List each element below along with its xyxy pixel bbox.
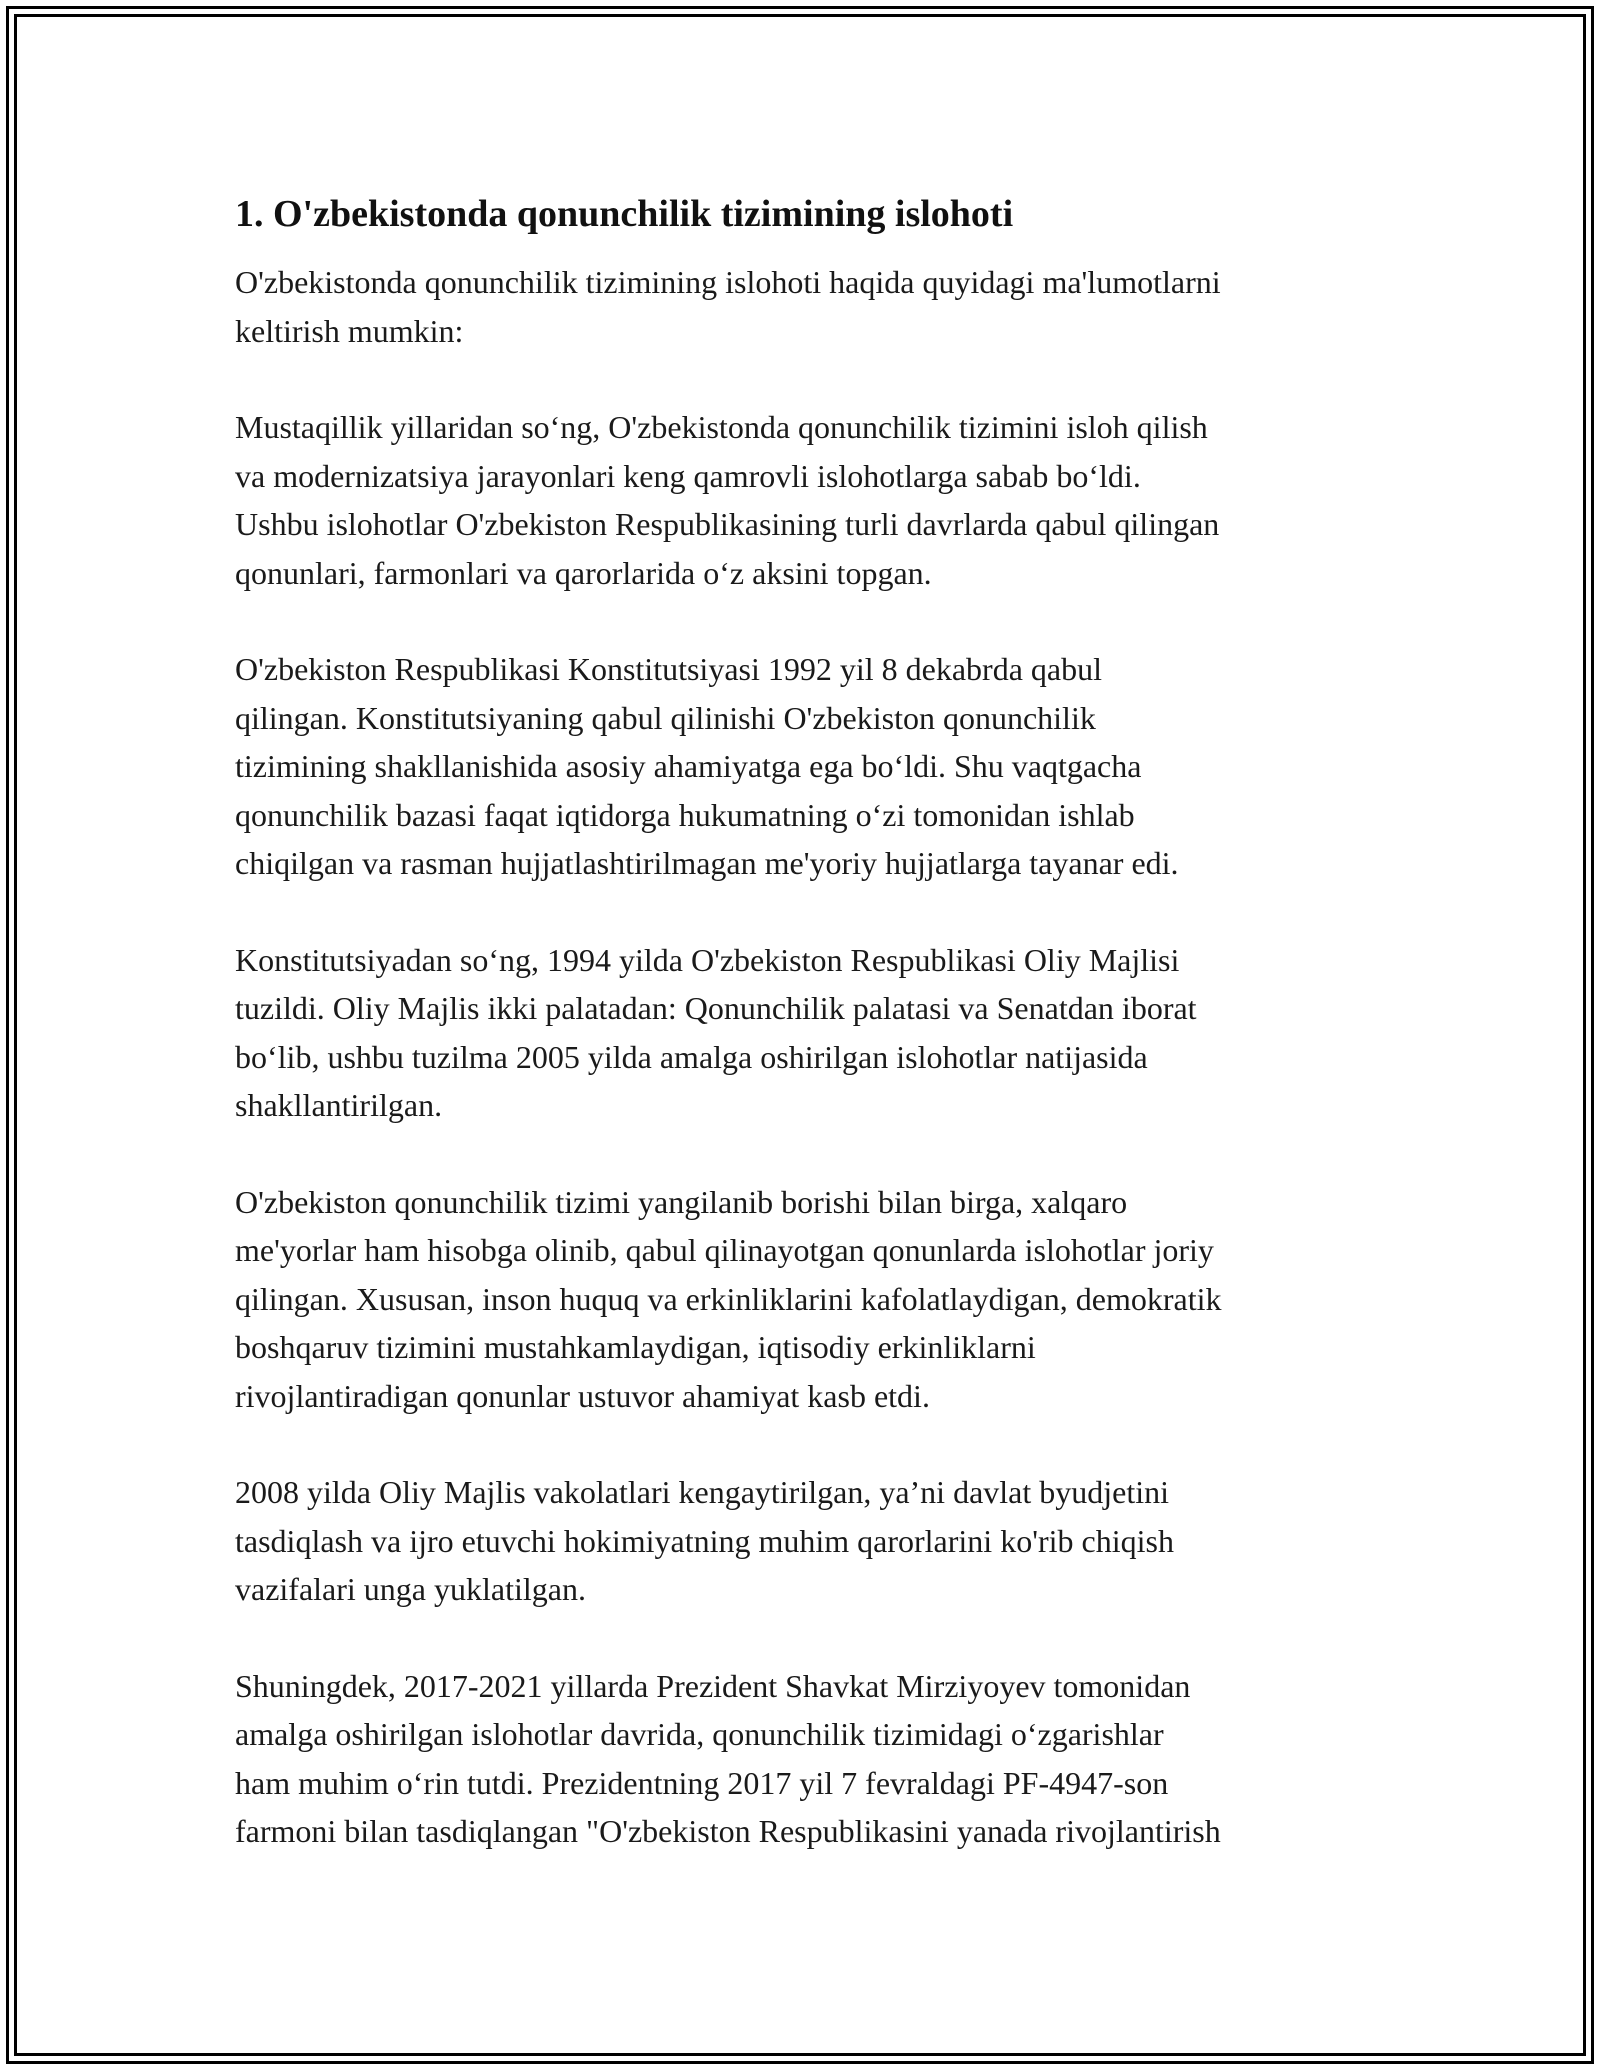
text-line: Mustaqillik yillaridan so‘ng, O'zbekistonda qonunchilik tizimini isloh qilish [235,409,1208,445]
text-line: qonunchilik bazasi faqat iqtidorga hukumatning o‘zi tomonidan ishlab [235,796,1135,833]
text-line: qonunlari, farmonlari va qarorlarida o‘z aksini topgan. [235,554,932,591]
text-line: rivojlantiradigan qonunlar ustuvor ahamiyat kasb etdi. [235,1377,930,1414]
text-line: qilingan. Xususan, inson huquq va erkinliklarini kafolatlaydigan, demokratik [235,1280,1222,1317]
paragraph [235,645,1385,888]
section-heading: 1. O'zbekistonda qonunchilik tizimining islohoti [235,193,1014,235]
text-line: vazifalari unga yuklatilgan. [235,1571,586,1607]
text-line: shakllantirilgan. [235,1087,443,1123]
text-line: boshqaruv tizimini mustahkamlaydigan, iqtisodiy erkinliklarni [235,1329,1036,1365]
paragraph [235,1178,1385,1421]
paragraph [235,403,1385,597]
text-line: O'zbekiston Respublikasi Konstitutsiyasi 1992 yil 8 dekabrda qabul [235,651,1102,687]
text-line: Shuningdek, 2017-2021 yillarda Prezident Shavkat Mirziyoyev tomonidan [235,1667,1191,1704]
paragraph [235,1468,1385,1614]
text-line: Konstitutsiyadan so‘ng, 1994 yilda O'zbekiston Respublikasi Oliy Majlisi [235,941,1180,978]
text-line: tasdiqlash va ijro etuvchi hokimiyatning muhim qarorlarini ko'rib chiqish [235,1522,1174,1559]
text-line: amalga oshirilgan islohotlar davrida, qonunchilik tizimidagi o‘zgarishlar [235,1716,1164,1752]
text-line: tuzildi. Oliy Majlis ikki palatadan: Qonunchilik palatasi va Senatdan iborat [235,990,1197,1026]
text-line: chiqilgan va rasman hujjatlashtirilmagan me'yoriy hujjatlarga tayanar edi. [235,845,1179,881]
text-line: O'zbekiston qonunchilik tizimi yangilanib borishi bilan birga, xalqaro [235,1183,1128,1220]
paragraph [235,258,1385,355]
text-line: me'yorlar ham hisobga olinib, qabul qilinayotgan qonunlarda islohotlar joriy [235,1232,1214,1268]
text-line: keltirish mumkin: [235,312,464,349]
text-line: 2008 yilda Oliy Majlis vakolatlari kengaytirilgan, ya’ni davlat byudjetini [235,1474,1170,1510]
text-line: qilingan. Konstitutsiyaning qabul qilinishi O'zbekiston qonunchilik [235,699,1096,736]
document-content [235,188,1385,1904]
text-line: bo‘lib, ushbu tuzilma 2005 yilda amalga oshirilgan islohotlar natijasida [235,1038,1148,1075]
document-body [235,258,1385,1856]
paragraph [235,936,1385,1130]
text-line: Ushbu islohotlar O'zbekiston Respublikasining turli davrlarda qabul qilingan [235,506,1220,542]
text-line: farmoni bilan tasdiqlangan "O'zbekiston Respublikasini yanada rivojlantirish [235,1813,1221,1849]
text-line: tizimining shakllanishida asosiy ahamiyatga ega bo‘ldi. Shu vaqtgacha [235,748,1142,784]
paragraph [235,1662,1385,1856]
text-line: ham muhim o‘rin tutdi. Prezidentning 2017 yil 7 fevraldagi PF-4947-son [235,1764,1169,1801]
text-line: va modernizatsiya jarayonlari keng qamrovli islohotlarga sabab bo‘ldi. [235,457,1141,494]
text-line: O'zbekistonda qonunchilik tizimining islohoti haqida quyidagi ma'lumotlarni [235,264,1221,300]
